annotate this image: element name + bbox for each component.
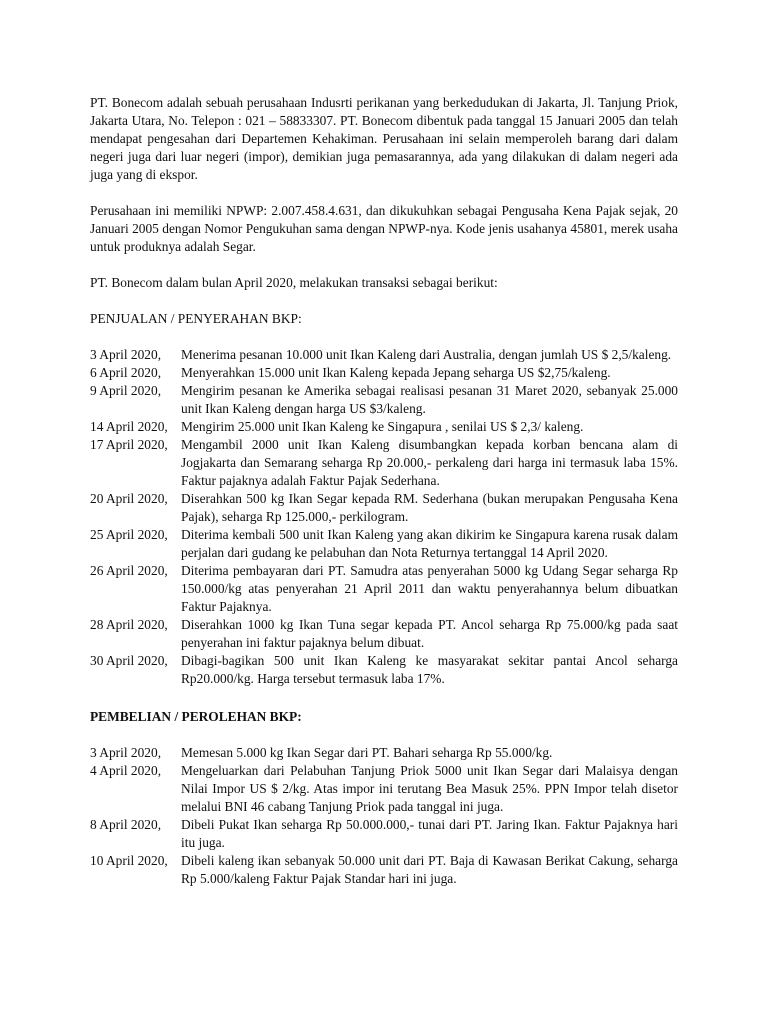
transaction-date: 4 April 2020, <box>90 763 162 778</box>
purchases-list <box>90 744 678 888</box>
transaction-date: 20 April 2020, <box>90 491 168 506</box>
sales-transaction-row <box>90 562 678 616</box>
purchases-transaction-row <box>90 744 678 762</box>
transactions-intro: PT. Bonecom dalam bulan April 2020, melakukan transaksi sebagai berikut: <box>90 275 498 290</box>
sales-transaction-row <box>90 652 678 688</box>
transaction-date: 9 April 2020, <box>90 383 162 398</box>
transaction-description: Mengirim pesanan ke Amerika sebagai realisasi pesanan 31 Maret 2020, sebanyak 25.000 unit Ikan Kaleng dengan harga US $3/kaleng. <box>181 383 678 416</box>
company-profile-paragraph: PT. Bonecom adalah sebuah perusahaan Indusrti perikanan yang berkedudukan di Jakarta, Jl. Tanjung Priok, Jakarta Utara, No. Telepon : 021 – 58833307. PT. Bonecom dibentuk pada tanggal 15 Januari 2005 dan telah mendapat pengesahan dari Departemen Kehakiman. Perusahaan ini selain memperoleh barang dari dalam negeri juga dari luar negeri (impor), demikian juga pemasarannya, ada yang dilakukan di dalam negeri ada juga yang di ekspor. <box>90 95 678 182</box>
npwp-paragraph: Perusahaan ini memiliki NPWP: 2.007.458.4.631, dan dikukuhkan sebagai Pengusaha Kena Pajak sejak, 20 Januari 2005 dengan Nomor Pengukuhan sama dengan NPWP-nya. Kode jenis usahanya 45801, merek usaha untuk produknya adalah Segar. <box>90 203 678 254</box>
transaction-date: 3 April 2020, <box>90 745 162 760</box>
transaction-date: 14 April 2020, <box>90 419 168 434</box>
transaction-date: 30 April 2020, <box>90 653 168 668</box>
transaction-date: 26 April 2020, <box>90 563 168 578</box>
purchases-transaction-row <box>90 816 678 852</box>
purchases-transaction-row <box>90 762 678 816</box>
transaction-description: Menerima pesanan 10.000 unit Ikan Kaleng dari Australia, dengan jumlah US $ 2,5/kaleng. <box>181 347 672 362</box>
transaction-description: Mengeluarkan dari Pelabuhan Tanjung Priok 5000 unit Ikan Segar dari Malaisya dengan Nilai Impor US $ 2/kg. Atas impor ini terutang Bea Masuk 25%. PPN Impor telah disetor melalui BNI 46 cabang Tanjung Priok pada tanggal ini juga. <box>181 763 678 814</box>
sales-transaction-row <box>90 490 678 526</box>
transaction-description: Mengirim 25.000 unit Ikan Kaleng ke Singapura , senilai US $ 2,3/ kaleng. <box>181 419 584 434</box>
sales-transaction-row <box>90 436 678 490</box>
document-page <box>90 94 678 888</box>
sales-heading: PENJUALAN / PENYERAHAN BKP: <box>90 311 302 326</box>
sales-transaction-row <box>90 382 678 418</box>
transaction-date: 8 April 2020, <box>90 817 162 832</box>
purchases-transaction-row <box>90 852 678 888</box>
sales-list <box>90 346 678 688</box>
sales-transaction-row <box>90 526 678 562</box>
sales-transaction-row <box>90 616 678 652</box>
transaction-description: Diserahkan 1000 kg Ikan Tuna segar kepada PT. Ancol seharga Rp 75.000/kg pada saat penyerahan ini faktur pajaknya belum dibuat. <box>181 617 678 650</box>
sales-transaction-row <box>90 346 678 364</box>
transaction-description: Dibagi-bagikan 500 unit Ikan Kaleng ke masyarakat sekitar pantai Ancol seharga Rp20.000/kg. Harga tersebut termasuk laba 17%. <box>181 653 678 686</box>
transaction-date: 28 April 2020, <box>90 617 168 632</box>
transaction-description: Dibeli Pukat Ikan seharga Rp 50.000.000,- tunai dari PT. Jaring Ikan. Faktur Pajaknya hari itu juga. <box>181 817 678 850</box>
transaction-date: 25 April 2020, <box>90 527 168 542</box>
transaction-description: Dibeli kaleng ikan sebanyak 50.000 unit dari PT. Baja di Kawasan Berikat Cakung, seharga Rp 5.000/kaleng Faktur Pajak Standar hari ini juga. <box>181 853 678 886</box>
sales-transaction-row <box>90 418 678 436</box>
transaction-date: 10 April 2020, <box>90 853 168 868</box>
transaction-description: Diserahkan 500 kg Ikan Segar kepada RM. Sederhana (bukan merupakan Pengusaha Kena Pajak), seharga Rp 125.000,- perkilogram. <box>181 491 678 524</box>
sales-transaction-row <box>90 364 678 382</box>
transaction-date: 17 April 2020, <box>90 437 168 452</box>
transaction-date: 3 April 2020, <box>90 347 162 362</box>
transaction-description: Diterima kembali 500 unit Ikan Kaleng yang akan dikirim ke Singapura karena rusak dalam perjalan dari gudang ke pelabuhan dan Nota Returnya tertanggal 14 April 2020. <box>181 527 678 560</box>
transaction-description: Memesan 5.000 kg Ikan Segar dari PT. Bahari seharga Rp 55.000/kg. <box>181 745 553 760</box>
transaction-description: Mengambil 2000 unit Ikan Kaleng disumbangkan kepada korban bencana alam di Jogjakarta dan Semarang seharga Rp 20.000,- perkaleng dari harga ini termasuk laba 15%. Faktur pajaknya adalah Faktur Pajak Sederhana. <box>181 437 678 488</box>
transaction-date: 6 April 2020, <box>90 365 162 380</box>
purchases-heading: PEMBELIAN / PEROLEHAN BKP: <box>90 709 302 724</box>
transaction-description: Diterima pembayaran dari PT. Samudra atas penyerahan 5000 kg Udang Segar seharga Rp 150.000/kg atas penyerahan 21 April 2011 dan waktu penyerahannya belum dibuatkan Faktur Pajaknya. <box>181 563 678 614</box>
transaction-description: Menyerahkan 15.000 unit Ikan Kaleng kepada Jepang seharga US $2,75/kaleng. <box>181 365 611 380</box>
